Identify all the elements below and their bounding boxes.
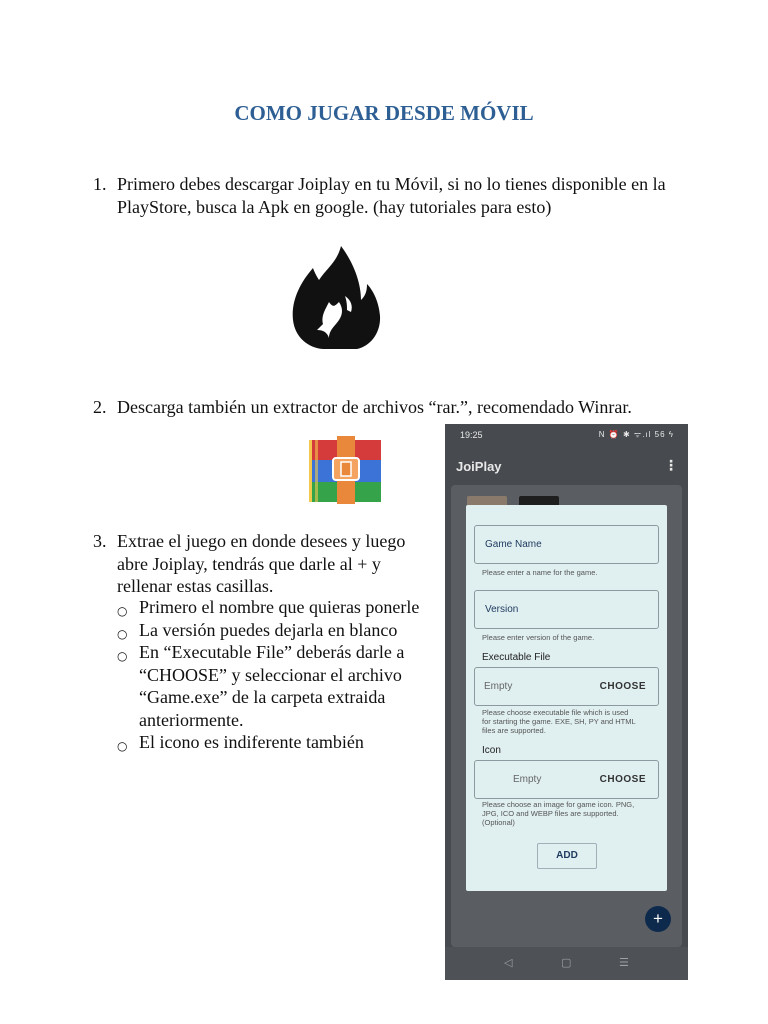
add-fab-plus-icon[interactable]: +: [645, 906, 671, 932]
joiplay-phone-screenshot: [445, 424, 688, 980]
step-1-line-2: PlayStore, busca la Apk en google. (hay tutoriales para esto): [117, 196, 552, 217]
status-icons: N ⏰ ✱ ᯤ.ıl 56 ϟ: [598, 430, 674, 439]
executable-file-field: [474, 667, 659, 706]
substep-3-line-3: “Game.exe” de la carpeta extraida: [139, 687, 386, 707]
substep-2-line-1: La versión puedes dejarla en blanco: [139, 620, 398, 640]
winrar-icon: [307, 436, 383, 504]
game-name-input[interactable]: [474, 525, 659, 564]
add-button[interactable]: ADD: [537, 843, 597, 869]
substep-3-line-1: En “Executable File” deberás darle a: [139, 642, 405, 662]
substep-4-line-1: El icono es indiferente también: [139, 732, 364, 752]
nav-bar: [445, 947, 688, 980]
step-number: 2.: [93, 397, 107, 417]
step-2: [93, 396, 713, 419]
step-3-line-1: Extrae el juego en donde desees y luego: [117, 531, 406, 551]
step-3: [93, 530, 433, 600]
substep-3-line-2: “CHOOSE” y seleccionar el archivo: [139, 664, 402, 685]
substep-3-line-4: anteriormente.: [139, 709, 244, 730]
icon-help-line: JPG, ICO and WEBP files are supported.: [482, 809, 619, 818]
executable-help-line: files are supported.: [482, 726, 546, 735]
version-input[interactable]: [474, 590, 659, 629]
home-nav-icon[interactable]: ▢: [561, 957, 572, 969]
step-2-line-1: Descarga también un extractor de archivos “rar.”, recomendado Winrar.: [117, 397, 632, 417]
executable-help-line: for starting the game. EXE, SH, PY and HTML: [482, 717, 636, 726]
version-help: Please enter version of the game.: [482, 633, 595, 642]
icon-field: [474, 760, 659, 799]
executable-choose-button[interactable]: CHOOSE: [599, 681, 646, 692]
icon-label: Icon: [482, 745, 501, 756]
game-name-label: Game Name: [485, 539, 542, 550]
step-number: 3.: [93, 531, 107, 551]
executable-help-line: Please choose executable file which is used: [482, 708, 629, 717]
add-game-dialog: [466, 505, 667, 891]
bullet-icon: ○: [117, 739, 128, 753]
executable-help: [482, 708, 662, 735]
more-menu-icon[interactable]: ⋮: [664, 457, 678, 473]
joiplay-flame-logo: [289, 244, 383, 350]
icon-choose-button[interactable]: CHOOSE: [599, 774, 646, 785]
step-1-line-1: Primero debes descargar Joiplay en tu Móvil, si no lo tienes disponible en la: [117, 174, 666, 194]
step-3-line-2: abre Joiplay, tendrás que darle al + y: [117, 553, 381, 574]
step-number: 1.: [93, 174, 107, 194]
bullet-icon: ○: [117, 627, 128, 641]
icon-help: [482, 800, 662, 827]
version-label: Version: [485, 604, 519, 615]
game-name-help: Please enter a name for the game.: [482, 568, 598, 577]
icon-value: Empty: [513, 774, 542, 785]
substep-1-line-1: Primero el nombre que quieras ponerle: [139, 597, 420, 617]
executable-file-value: Empty: [484, 681, 513, 692]
step-1: [93, 173, 713, 218]
menu-nav-icon[interactable]: ☰: [619, 957, 629, 969]
icon-help-line: Please choose an image for game icon. PNG,: [482, 800, 635, 809]
executable-file-label: Executable File: [482, 652, 551, 663]
status-time: 19:25: [460, 430, 483, 440]
back-nav-icon[interactable]: ◁: [504, 957, 513, 969]
bullet-icon: ○: [117, 649, 128, 663]
app-title: JoiPlay: [456, 459, 502, 474]
page-title: COMO JUGAR DESDE MÓVIL: [234, 101, 534, 125]
bullet-icon: ○: [117, 604, 128, 618]
step-3-line-3: rellenar estas casillas.: [117, 576, 274, 596]
icon-help-line: (Optional): [482, 818, 515, 827]
